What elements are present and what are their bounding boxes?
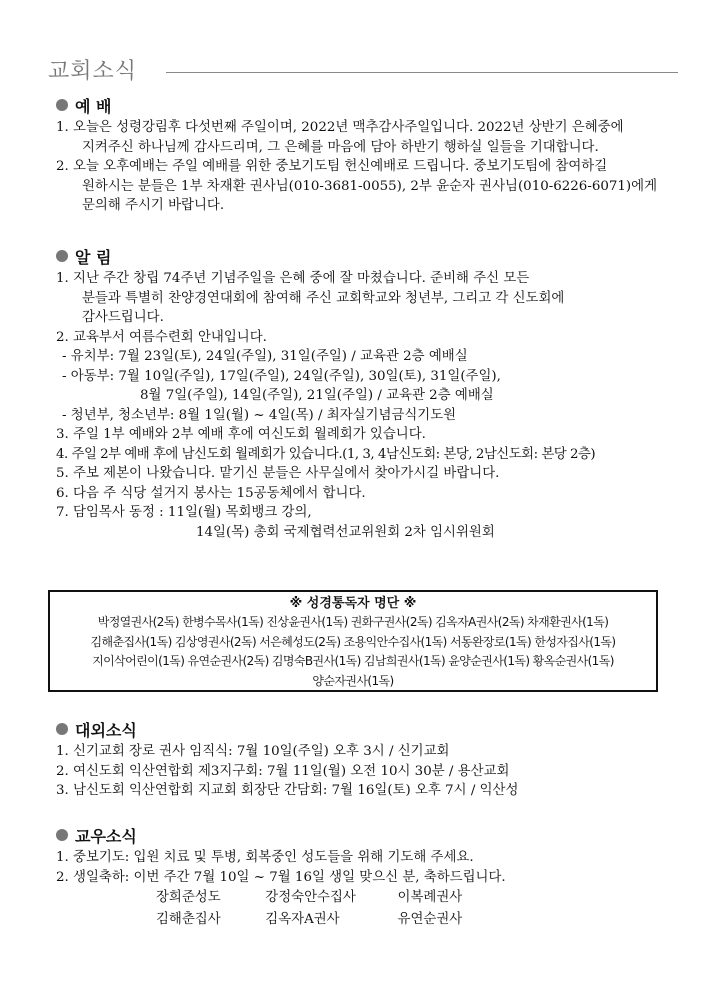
notice-item-7-cont: 14일(목) 총회 국제협력선교위원회 2차 임시위원회 (196, 524, 495, 540)
external-title-text: 대외소식 (75, 720, 137, 740)
notice-item-1-line-3: 감사드립니다. (82, 310, 164, 325)
birthday-name: 강정숙안수집사 (265, 890, 356, 905)
birthday-name: 유연순권사 (397, 912, 463, 927)
circle-bullet-icon (56, 829, 68, 841)
notice-sub-children-cont: 8월 7일(주일), 14일(주일), 21일(주일) / 교육관 2층 예배실 (140, 388, 494, 403)
birthday-name: 김해춘집사 (156, 912, 221, 927)
circle-bullet-icon (56, 250, 68, 262)
external-section (56, 718, 676, 801)
notice-section (56, 245, 676, 542)
worship-title-text: 예 배 (75, 96, 112, 116)
notice-sub-kindergarten: - 유치부: 7월 23일(토), 24일(주일), 31일(주일) / 교육관 2층 예배실 (62, 349, 468, 364)
worship-item-1-line-2: 지켜주신 하나님께 감사드리며, 그 은혜를 마음에 담아 하반기 행하실 일들을 기대합니다. (82, 139, 599, 155)
notice-title-text: 알 림 (75, 247, 112, 267)
external-item-3: 3. 남신도회 익산연합회 지교회 회장단 간담회: 7월 16일(토) 오후 7시 / 익산성 (56, 783, 519, 798)
page-title: 교회소식 (48, 59, 138, 84)
birthday-names-row-2 (156, 910, 462, 930)
notice-item-7: 7. 담임목사 동정 : 11일(월) 목회뱅크 강의, (56, 505, 312, 520)
notice-item-2: 2. 교육부서 여름수련회 안내입니다. (56, 329, 267, 345)
notice-item-4: 4. 주일 2부 예배 후에 남신도회 월례회가 있습니다.(1, 3, 4남신도회: 본당, 2남신도회: 본당 2층) (56, 446, 596, 462)
notice-section-title (56, 245, 676, 267)
bible-reading-box (48, 590, 658, 692)
external-item-2: 2. 여신도회 익산연합회 제3지구회: 7월 11일(월) 오전 10시 30분 / 용산교회 (56, 763, 510, 779)
bible-box-line: 양순자권사(1독) (312, 673, 394, 688)
bible-box-line: 김해춘집사(1독) 김상영권사(2독) 서은혜성도(2독) 조용익안수집사(1독) 서동완장로(1독) 한성자집사(1독) (90, 634, 616, 649)
page-header (48, 54, 678, 90)
members-section (56, 824, 676, 887)
birthday-names-row-1 (156, 888, 462, 908)
birthday-name: 이복례권사 (397, 890, 463, 905)
circle-bullet-icon (56, 99, 68, 111)
notice-item-6: 6. 다음 주 식당 설거지 봉사는 15공동체에서 합니다. (56, 485, 366, 501)
notice-sub-youth: - 청년부, 청소년부: 8월 1일(월) ~ 4일(목) / 최자실기념금식기도원 (62, 407, 457, 423)
bible-box-line: 박정열권사(2독) 한병수목사(1독) 진상윤권사(1독) 권화구권사(2독) 김옥자A권사(2독) 차재환권사(1독) (97, 615, 609, 629)
members-title-text: 교우소식 (75, 826, 137, 846)
worship-item-2-line-2: 원하시는 분들은 1부 차재환 권사님(010-3681-0055), 2부 윤순자 권사님(010-6226-6071)에게 (82, 178, 658, 194)
notice-item-3: 3. 주일 1부 예배와 2부 예배 후에 여신도회 월례회가 있습니다. (56, 427, 426, 442)
header-divider (166, 72, 678, 73)
notice-sub-children: - 아동부: 7월 10일(주일), 17일(주일), 24일(주일), 30일(토), 31일(주일), (62, 368, 501, 384)
external-item-1: 1. 신기교회 장로 권사 임직식: 7월 10일(주일) 오후 3시 / 신기교회 (56, 744, 450, 759)
worship-section (56, 94, 676, 216)
external-section-title (56, 718, 676, 740)
worship-item-2-line-1: 2. 오늘 오후예배는 주일 예배를 위한 중보기도팀 헌신예배로 드립니다. 중보기도팀에 참여하길 (56, 159, 608, 174)
members-item-1: 1. 중보기도: 입원 치료 및 투병, 회복중인 성도들을 위해 기도해 주세요. (56, 850, 474, 865)
bible-box-line: 지이삭어린이(1독) 유연순권사(2독) 김명숙B권사(1독) 김남희권사(1독) 윤양순권사(1독) 황옥순권사(1독) (92, 654, 614, 668)
notice-item-1-line-1: 1. 지난 주간 창립 74주년 기념주일을 은혜 중에 잘 마쳤습니다. 준비해 주신 모든 (56, 271, 530, 286)
notice-item-5: 5. 주보 제본이 나왔습니다. 맡기신 분들은 사무실에서 찾아가시길 바랍니다. (56, 466, 500, 481)
worship-item-1-line-1: 1. 오늘은 성령강림후 다섯번째 주일이며, 2022년 맥추감사주일입니다. 2022년 상반기 은혜중에 (56, 120, 624, 135)
circle-bullet-icon (56, 723, 68, 735)
birthday-name: 장희준성도 (156, 890, 221, 905)
birthday-name: 김옥자A권사 (265, 912, 340, 927)
worship-section-title (56, 94, 676, 116)
bible-box-title: ※ 성경통독자 명단 ※ (289, 596, 417, 611)
members-section-title (56, 824, 676, 846)
worship-item-2-line-3: 문의해 주시기 바랍니다. (82, 198, 225, 213)
members-item-2: 2. 생일축하: 이번 주간 7월 10일 ~ 7월 16일 생일 맞으신 분, 축하드립니다. (56, 869, 506, 885)
notice-item-1-line-2: 분들과 특별히 찬양경연대회에 참여해 주신 교회학교와 청년부, 그리고 각 신도회에 (82, 290, 565, 306)
